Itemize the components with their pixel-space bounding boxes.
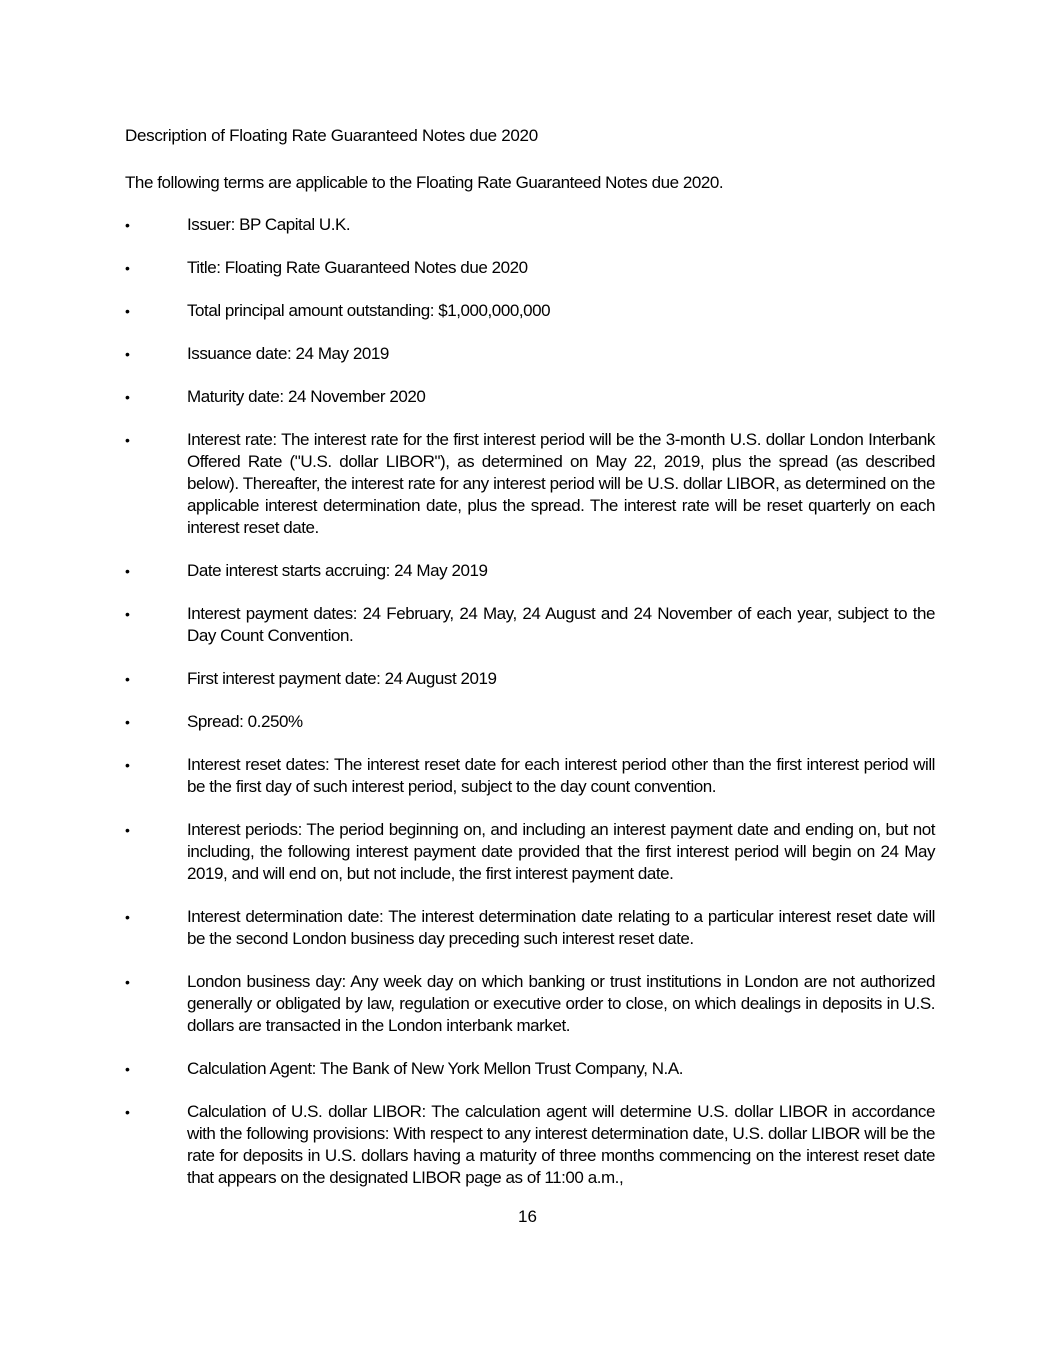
term-principal-amount <box>125 300 935 322</box>
term-text: Interest rate: The interest rate for the first interest period will be the 3-month U.S. dollar London Interbank Offered Rate ("U.S. dollar LIBOR"), as determined on May 22, 2019, plus the spread (as described below). Thereafter, the interest rate for any interest period will be U.S. dollar LIBOR, as determined on the applicable interest determination date, plus the spread. The interest rate will be reset quarterly on each interest reset date. <box>187 430 935 537</box>
section-heading: Description of Floating Rate Guaranteed Notes due 2020 <box>125 126 538 145</box>
term-spread <box>125 711 935 733</box>
term-reset-dates <box>125 754 935 798</box>
bullet-icon: • <box>125 217 130 233</box>
bullet-icon: • <box>125 822 130 838</box>
term-text: London business day: Any week day on which banking or trust institutions in London are not authorized generally or obligated by law, regulation or executive order to close, on which dealings in deposits in U.S. dollars are transacted in the London interbank market. <box>187 972 935 1035</box>
term-text: Interest payment dates: 24 February, 24 May, 24 August and 24 November of each year, subject to the Day Count Convention. <box>187 604 935 645</box>
term-text: Spread: 0.250% <box>187 712 303 731</box>
intro-paragraph: The following terms are applicable to the Floating Rate Guaranteed Notes due 2020. <box>125 173 724 192</box>
term-text: Total principal amount outstanding: $1,000,000,000 <box>187 301 551 320</box>
bullet-icon: • <box>125 432 130 448</box>
bullet-icon: • <box>125 260 130 276</box>
term-text: Interest reset dates: The interest reset date for each interest period other than the first interest period will be the first day of such interest period, subject to the day count convention. <box>187 755 935 796</box>
term-text: Calculation of U.S. dollar LIBOR: The calculation agent will determine U.S. dollar LIBOR in accordance with the following provisions: With respect to any interest determination date, U.S. dollar LIBOR will be the rate for deposits in U.S. dollars having a maturity of three months commencing on the interest reset date that appears on the designated LIBOR page as of 11:00 a.m., <box>187 1102 935 1187</box>
term-accrual-start <box>125 560 935 582</box>
bullet-icon: • <box>125 303 130 319</box>
term-text: Issuer: BP Capital U.K. <box>187 215 351 234</box>
bullet-icon: • <box>125 389 130 405</box>
bullet-icon: • <box>125 714 130 730</box>
term-interest-rate <box>125 429 935 539</box>
bullet-icon: • <box>125 757 130 773</box>
term-text: Calculation Agent: The Bank of New York Mellon Trust Company, N.A. <box>187 1059 683 1078</box>
page-number: 16 <box>518 1207 537 1226</box>
bullet-icon: • <box>125 346 130 362</box>
term-maturity-date <box>125 386 935 408</box>
term-text: Issuance date: 24 May 2019 <box>187 344 389 363</box>
bullet-icon: • <box>125 671 130 687</box>
term-text: First interest payment date: 24 August 2019 <box>187 669 497 688</box>
term-interest-periods <box>125 819 935 885</box>
term-text: Maturity date: 24 November 2020 <box>187 387 426 406</box>
term-issuance-date <box>125 343 935 365</box>
bullet-icon: • <box>125 1061 130 1077</box>
term-london-business-day <box>125 971 935 1037</box>
term-issuer <box>125 214 935 236</box>
term-calculation-agent <box>125 1058 935 1080</box>
bullet-icon: • <box>125 563 130 579</box>
term-text: Title: Floating Rate Guaranteed Notes due 2020 <box>187 258 528 277</box>
term-first-payment-date <box>125 668 935 690</box>
bullet-icon: • <box>125 974 130 990</box>
term-text: Date interest starts accruing: 24 May 2019 <box>187 561 488 580</box>
bullet-icon: • <box>125 606 130 622</box>
bullet-icon: • <box>125 909 130 925</box>
term-title <box>125 257 935 279</box>
term-payment-dates <box>125 603 935 647</box>
terms-list <box>125 214 935 1210</box>
term-text: Interest determination date: The interest determination date relating to a particular interest reset date will be the second London business day preceding such interest reset date. <box>187 907 935 948</box>
bullet-icon: • <box>125 1104 130 1120</box>
term-determination-date <box>125 906 935 950</box>
term-text: Interest periods: The period beginning on, and including an interest payment date and ending on, but not including, the following interest payment date provided that the first interest period will begin on 24 May 2019, and will end on, but not include, the first interest payment date. <box>187 820 935 883</box>
term-libor-calculation <box>125 1101 935 1189</box>
